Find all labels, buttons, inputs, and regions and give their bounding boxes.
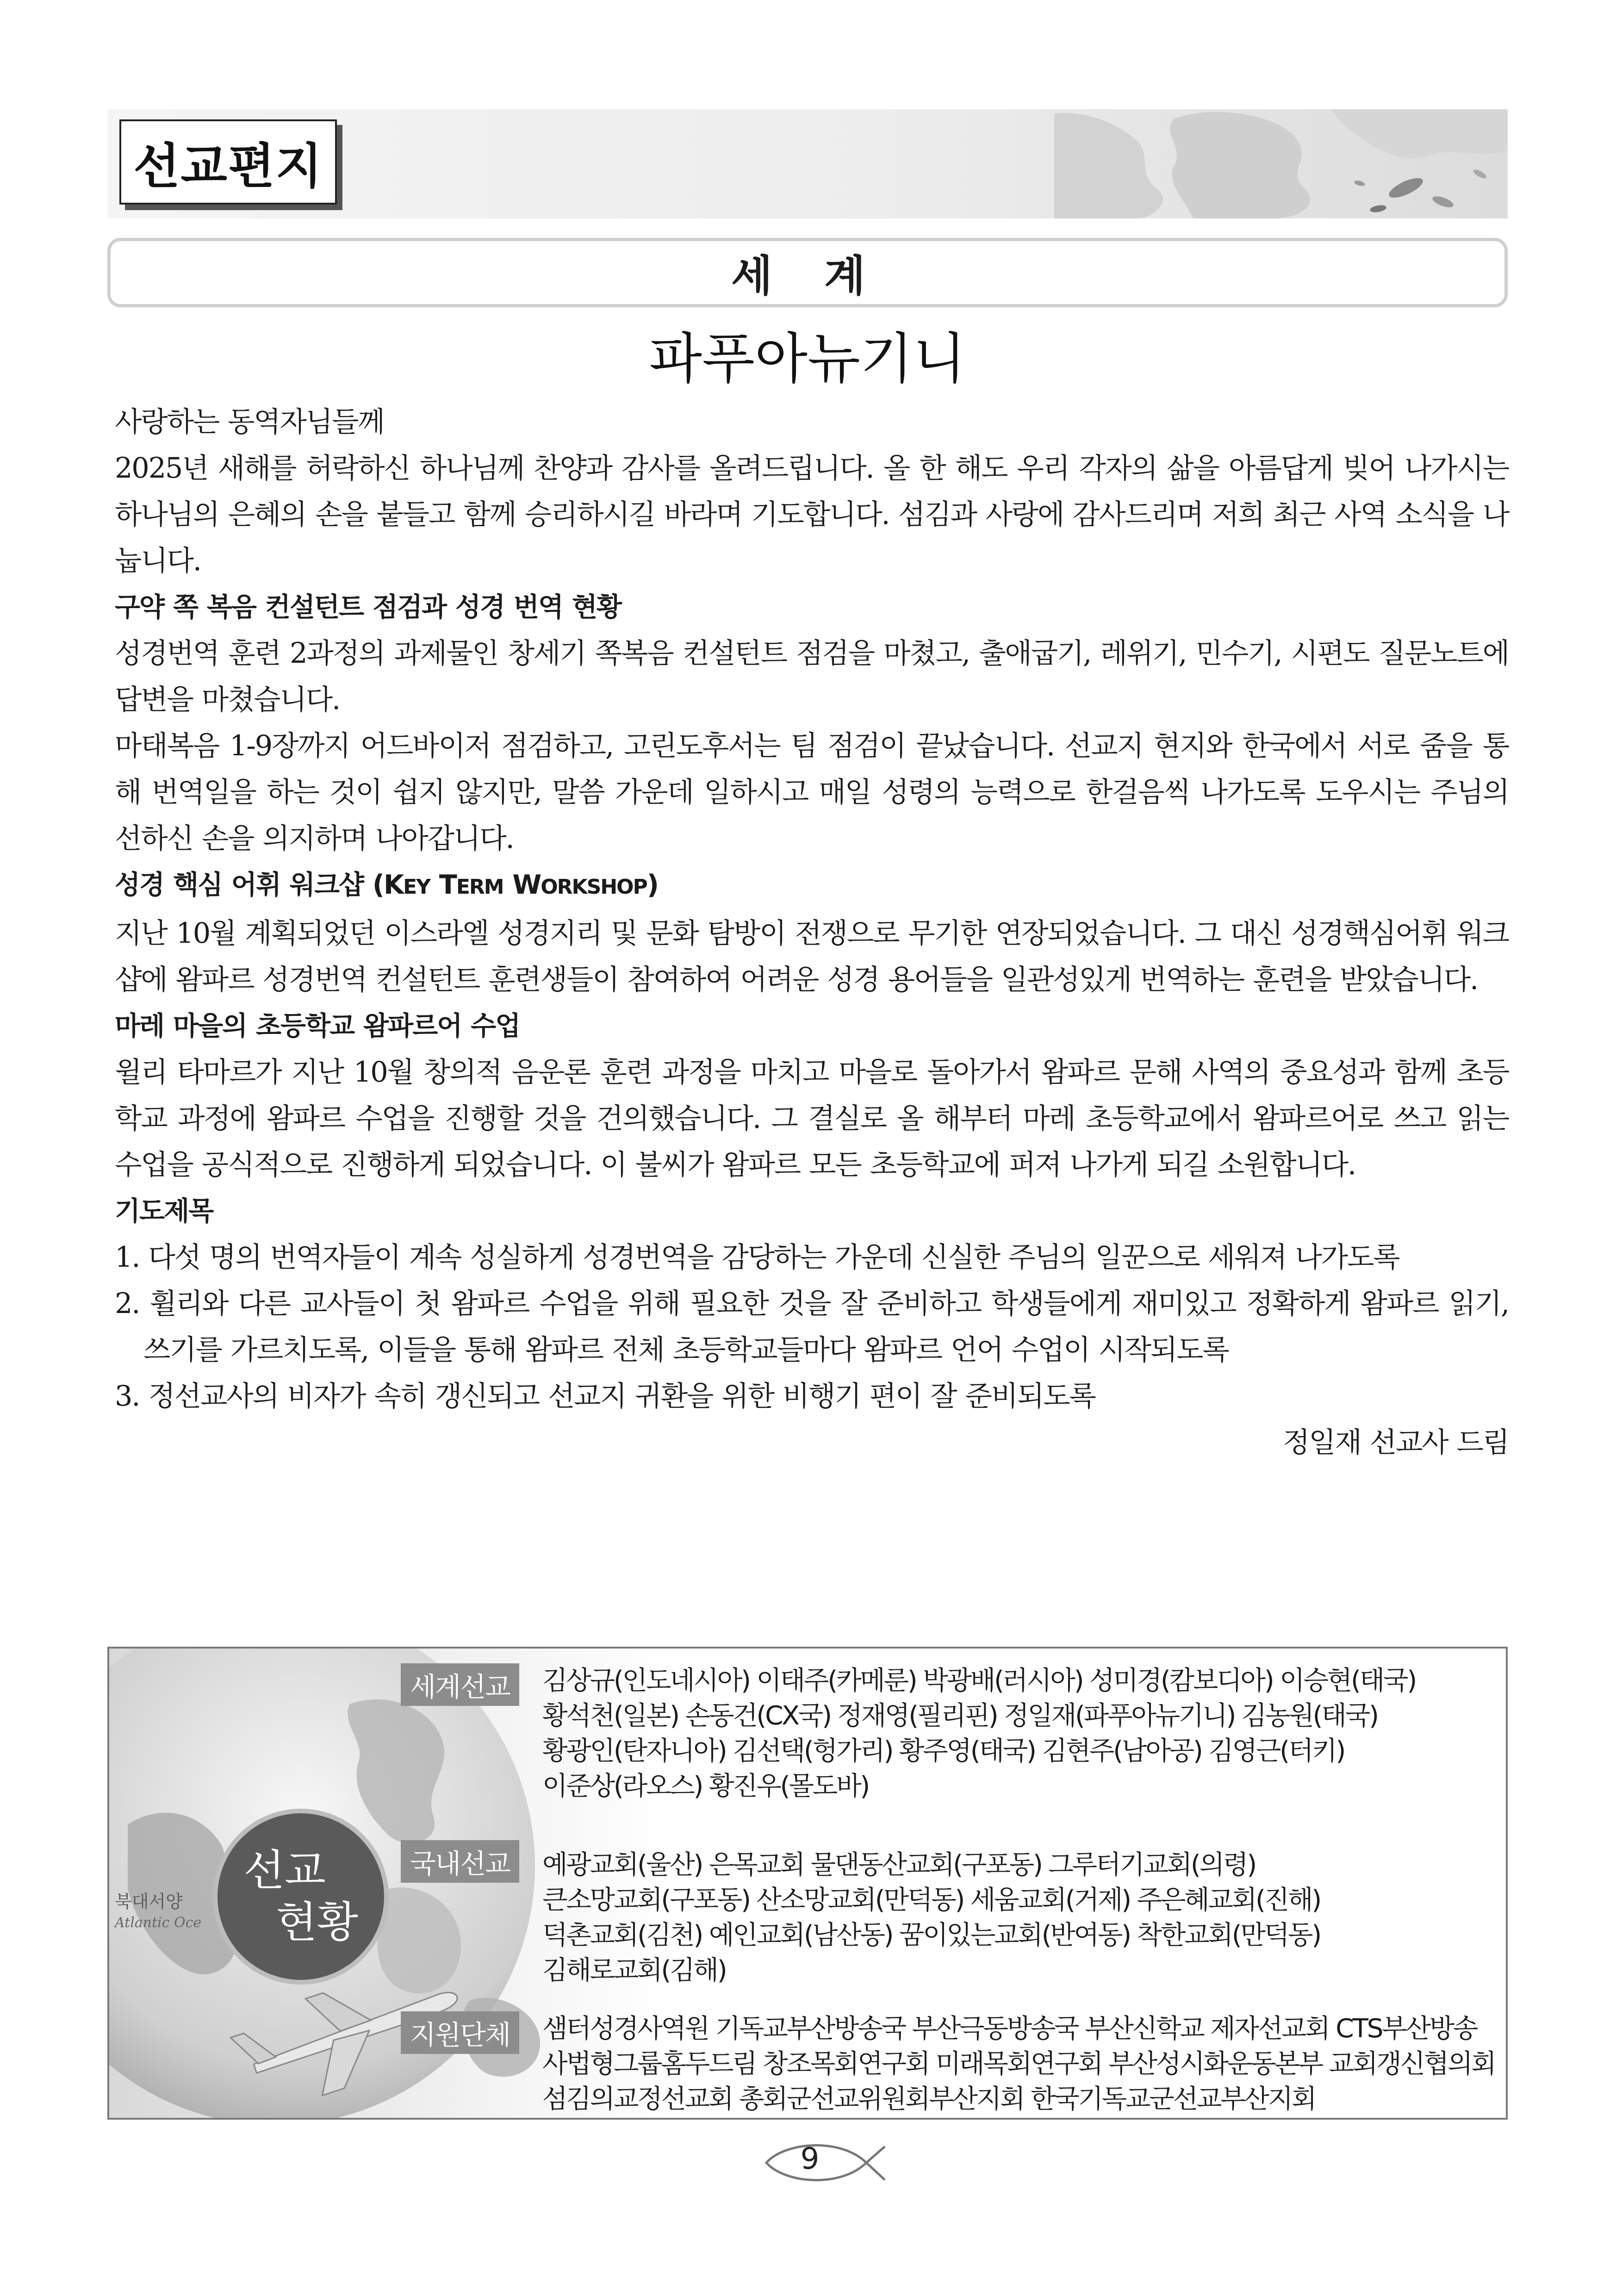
section-label: 선교편지 xyxy=(119,119,337,205)
badge-line: 선교 xyxy=(243,1846,326,1895)
list-line: 큰소망교회(구포동) 산소망교회(만덕동) 세움교회(거제) 주은혜교회(진해) xyxy=(542,1885,1321,1915)
domestic-mission-list xyxy=(542,1840,1496,1988)
letter-body xyxy=(115,399,1509,1466)
list-line: 황석천(일본) 손동건(CX국) 정재영(필리핀) 정일재(파푸아뉴기니) 김농원(태국) xyxy=(542,1701,1378,1731)
heading-part: 성경 핵심 어휘 워크샵 (K xyxy=(115,870,404,900)
greeting: 사랑하는 동역자님들께 xyxy=(115,406,384,438)
region-title: 세 계 xyxy=(107,238,1508,307)
world-map-decoration xyxy=(999,109,1508,218)
heading-part: ORKSHOP xyxy=(541,875,647,899)
section-heading: 구약 쪽 복음 컨설턴트 점검과 성경 번역 현황 xyxy=(115,592,622,622)
domestic-mission-row xyxy=(401,1840,1496,1988)
heading-part: EY xyxy=(403,875,430,899)
paragraph: 지난 10월 계획되었던 이스라엘 성경지리 및 문화 탐방이 전쟁으로 무기한 연장되었습니다. 그 대신 성경핵심어휘 워크샵에 왐파르 성경번역 컨설턴트 훈련생들이 참여하여 어려운 성경 용어들을 일관성있게 번역하는 훈련을 받았습니다. xyxy=(115,917,1509,996)
heading-part: T xyxy=(430,870,456,900)
support-org-row xyxy=(401,2011,1496,2117)
heading-part: W xyxy=(503,870,541,900)
world-mission-list xyxy=(542,1663,1496,1804)
list-line: 예광교회(울산) 은목교회 물댄동산교회(구포동) 그루터기교회(의령) xyxy=(542,1850,1256,1880)
list-line: 사법형그룹홈두드림 창조목회연구회 미래목회연구회 부산성시화운동본부 교회갱신협의회 xyxy=(542,2049,1495,2079)
prayer-heading: 기도제목 xyxy=(115,1196,213,1226)
page-number: 9 xyxy=(800,2142,820,2176)
prayer-item: 1. 다섯 명의 번역자들이 계속 성실하게 성경번역을 감당하는 가운데 신실한 주님의 일꾼으로 세워져 나가도록 xyxy=(115,1241,1399,1274)
list-line: 샘터성경사역원 기독교부산방송국 부산극동방송국 부산신학교 제자선교회 CTS부산방송 xyxy=(542,2014,1477,2044)
support-org-list xyxy=(542,2011,1496,2117)
mission-status-badge xyxy=(218,1813,384,1980)
list-line: 김상규(인도네시아) 이태주(카메룬) 박광배(러시아) 성미경(캄보디아) 이승현(태국) xyxy=(542,1666,1416,1696)
intro-paragraph: 2025년 새해를 허락하신 하나님께 찬양과 감사를 올려드립니다. 올 한 해도 우리 각자의 삶을 아름답게 빚어 나가시는 하나님의 은혜의 손을 붙들고 함께 승리하시길 바라며 기도합니다. 섬김과 사랑에 감사드리며 저희 최근 사역 소식을 나눕니다. xyxy=(115,452,1509,577)
prayer-list xyxy=(115,1234,1509,1419)
map-ocean-label: 북대서양 xyxy=(115,1892,183,1912)
country-title: 파푸아뉴기니 xyxy=(649,327,966,391)
prayer-item: 3. 정선교사의 비자가 속히 갱신되고 선교지 귀환을 위한 비행기 편이 잘 준비되도록 xyxy=(115,1380,1095,1412)
paragraph: 윌리 타마르가 지난 10월 창의적 음운론 훈련 과정을 마치고 마을로 돌아가서 왐파르 문해 사역의 중요성과 함께 초등학교 과정에 왐파르 수업을 진행할 것을 건의했습니다. 그 결실로 올 해부터 마레 초등학교에서 왐파르어로 쓰고 읽는 수업을 공식적으로 진행하게 되었습니다. 이 불씨가 왐파르 모든 초등학교에 퍼져 나가게 되길 소원합니다. xyxy=(115,1056,1509,1181)
paragraph: 마태복음 1-9장까지 어드바이저 점검하고, 고린도후서는 팀 점검이 끝났습니다. 선교지 현지와 한국에서 서로 줌을 통해 번역일을 하는 것이 쉽지 않지만, 말씀 가운데 일하시고 매일 성령의 능력으로 한걸음씩 나가도록 도우시는 주님의 선하신 손을 의지하며 나아갑니다. xyxy=(115,730,1509,855)
map-ocean-label: Atlantic Oce xyxy=(115,1915,202,1931)
domestic-mission-tag: 국내선교 xyxy=(401,1840,519,1883)
support-org-tag: 지원단체 xyxy=(401,2011,519,2054)
badge-line: 현황 xyxy=(276,1898,358,1947)
heading-part: ERM xyxy=(456,875,503,899)
world-mission-row xyxy=(401,1663,1496,1804)
paragraph: 성경번역 훈련 2과정의 과제물인 창세기 쪽복음 컨설턴트 점검을 마쳤고, 출애굽기, 레위기, 민수기, 시편도 질문노트에 답변을 마쳤습니다. xyxy=(115,637,1509,716)
heading-part: ) xyxy=(646,870,658,900)
list-line: 황광인(탄자니아) 김선택(헝가리) 황주영(태국) 김현주(남아공) 김영근(터키) xyxy=(542,1736,1345,1766)
list-line: 덕촌교회(김천) 예인교회(남산동) 꿈이있는교회(반여동) 착한교회(만덕동) xyxy=(542,1920,1321,1950)
signature: 정일재 선교사 드림 xyxy=(1282,1426,1509,1459)
list-line: 김해로교회(김해) xyxy=(542,1955,726,1985)
section-heading: 마레 마을의 초등학교 왐파르어 수업 xyxy=(115,1011,520,1041)
list-line: 이준상(라오스) 황진우(몰도바) xyxy=(542,1771,869,1801)
section-heading xyxy=(115,862,1509,910)
list-line: 섬김의교정선교회 총회군선교위원회부산지회 한국기독교군선교부산지회 xyxy=(542,2084,1316,2114)
prayer-item: 2. 휠리와 다른 교사들이 첫 왐파르 수업을 위해 필요한 것을 잘 준비하고 학생들에게 재미있고 정확하게 왐파르 읽기, 쓰기를 가르치도록, 이들을 통해 왐파르 전체 초등학교들마다 왐파르 언어 수업이 시작되도록 xyxy=(115,1288,1509,1366)
world-mission-tag: 세계선교 xyxy=(401,1663,519,1706)
